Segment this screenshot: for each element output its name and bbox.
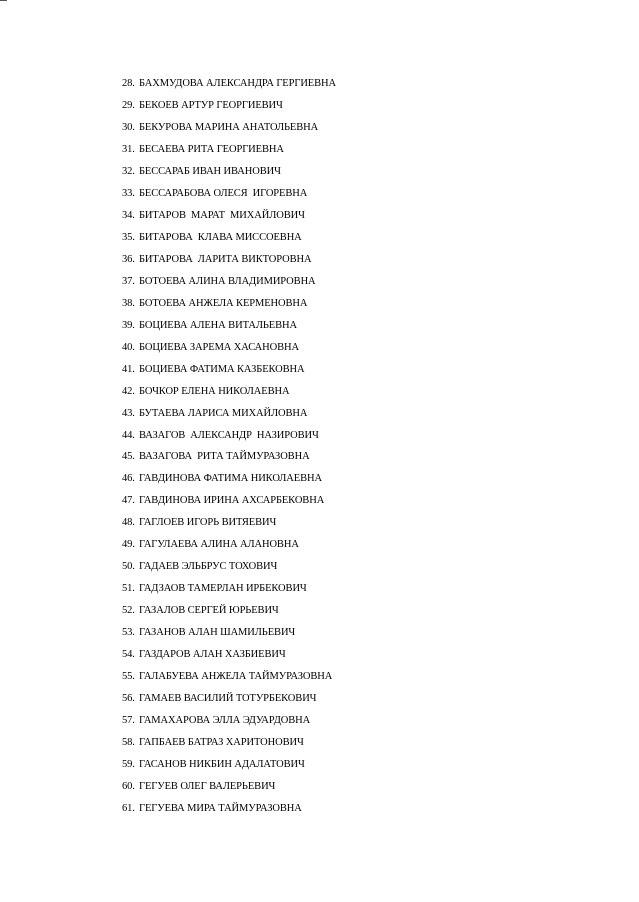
list-item-number: 38. <box>122 297 135 309</box>
list-item-name: ГАГЛОЕВ ИГОРЬ ВИТЯЕВИЧ <box>139 517 277 529</box>
list-item-name: БЕКУРОВА МАРИНА АНАТОЛЬЕВНА <box>139 121 319 133</box>
list-item-name: ГАВДИНОВА ИРИНА АХСАРБЕКОВНА <box>139 495 325 507</box>
list-item-name: ГАСАНОВ НИКБИН АДАЛАТОВИЧ <box>139 759 305 771</box>
list-item-number: 34. <box>122 209 135 221</box>
list-item-name: БЕКОЕВ АРТУР ГЕОРГИЕВИЧ <box>139 99 283 111</box>
scan-corner-mark <box>0 0 7 1</box>
list-item <box>122 98 336 120</box>
list-item <box>122 296 336 318</box>
list-item-number: 39. <box>122 319 135 331</box>
list-item <box>122 274 336 296</box>
list-item-name: ГЕГУЕВ ОЛЕГ ВАЛЕРЬЕВИЧ <box>139 781 276 792</box>
list-item-number: 46. <box>122 473 135 485</box>
list-item <box>122 252 336 274</box>
list-item-name: ГЕГУЕВА МИРА ТАЙМУРАЗОВНА <box>139 802 302 814</box>
list-item-number: 31. <box>122 143 135 155</box>
list-item <box>122 208 336 230</box>
list-item <box>122 647 336 669</box>
list-item <box>122 428 336 450</box>
list-item-name: БОЦИЕВА ФАТИМА КАЗБЕКОВНА <box>139 363 305 375</box>
list-item-name: БИТАРОВ МАРАТ МИХАЙЛОВИЧ <box>139 209 305 221</box>
list-item <box>122 801 336 823</box>
list-item-name: БОТОЕВА АЛИНА ВЛАДИМИРОВНА <box>139 275 316 287</box>
list-item-name: БИТАРОВА ЛАРИТА ВИКТОРОВНА <box>139 253 312 265</box>
list-item <box>122 362 336 384</box>
list-item <box>122 779 336 801</box>
list-item <box>122 76 336 98</box>
list-item-number: 35. <box>122 231 135 243</box>
list-item-number: 37. <box>122 275 135 287</box>
list-item-name: ВАЗАГОВА РИТА ТАЙМУРАЗОВНА <box>139 451 310 463</box>
list-item <box>122 384 336 406</box>
list-item-name: БУТАЕВА ЛАРИСА МИХАЙЛОВНА <box>139 407 308 419</box>
list-item-number: 41. <box>122 363 135 375</box>
list-item <box>122 515 336 537</box>
list-item-number: 43. <box>122 407 135 419</box>
list-item-name: ГАЛАБУЕВА АНЖЕЛА ТАЙМУРАЗОВНА <box>139 671 333 683</box>
list-item <box>122 120 336 142</box>
list-item-number: 40. <box>122 341 135 353</box>
list-item <box>122 559 336 581</box>
list-item-number: 53. <box>122 627 135 639</box>
list-item-number: 56. <box>122 693 135 705</box>
list-item <box>122 142 336 164</box>
list-item-name: ГАВДИНОВА ФАТИМА НИКОЛАЕВНА <box>139 473 322 485</box>
list-item-number: 55. <box>122 671 135 683</box>
list-item-number: 32. <box>122 165 135 177</box>
list-item-name: БОЧКОР ЕЛЕНА НИКОЛАЕВНА <box>139 385 290 397</box>
list-item-name: ГАГУЛАЕВА АЛИНА АЛАНОВНА <box>139 539 299 551</box>
list-item-name: БОЦИЕВА ЗАРЕМА ХАСАНОВНА <box>139 341 299 353</box>
list-item <box>122 603 336 625</box>
list-item-number: 58. <box>122 737 135 749</box>
name-list <box>122 76 336 823</box>
list-item <box>122 493 336 515</box>
list-item-number: 60. <box>122 781 135 792</box>
list-item <box>122 164 336 186</box>
list-item <box>122 625 336 647</box>
list-item-number: 48. <box>122 517 135 529</box>
list-item <box>122 713 336 735</box>
list-item-name: ГАЗДАРОВ АЛАН ХАЗБИЕВИЧ <box>139 649 286 661</box>
list-item-name: ГАМАЕВ ВАСИЛИЙ ТОТУРБЕКОВИЧ <box>139 693 317 705</box>
list-item-number: 54. <box>122 649 135 661</box>
list-item-name: БАХМУДОВА АЛЕКСАНДРА ГЕРГИЕВНА <box>139 78 336 89</box>
list-item <box>122 230 336 252</box>
list-item-name: ГАМАХАРОВА ЭЛЛА ЭДУАРДОВНА <box>139 715 311 727</box>
list-item-number: 44. <box>122 429 135 441</box>
list-item-name: БЕССАРАБ ИВАН ИВАНОВИЧ <box>139 165 281 177</box>
list-item <box>122 340 336 362</box>
list-item-name: ГАЗАНОВ АЛАН ШАМИЛЬЕВИЧ <box>139 627 296 639</box>
list-item-number: 51. <box>122 583 135 595</box>
list-item-number: 49. <box>122 539 135 551</box>
list-item <box>122 691 336 713</box>
list-item-name: БЕСАЕВА РИТА ГЕОРГИЕВНА <box>139 143 284 155</box>
list-item-number: 61. <box>122 802 135 814</box>
list-item-name: БИТАРОВА КЛАВА МИССОЕВНА <box>139 231 302 243</box>
list-item-number: 45. <box>122 451 135 463</box>
list-item <box>122 318 336 340</box>
list-item-name: ГАДЗАОВ ТАМЕРЛАН ИРБЕКОВИЧ <box>139 583 307 595</box>
list-item-name: ВАЗАГОВ АЛЕКСАНДР НАЗИРОВИЧ <box>139 429 319 441</box>
list-item-name: БЕССАРАБОВА ОЛЕСЯ ИГОРЕВНА <box>139 187 308 199</box>
list-item-number: 29. <box>122 99 135 111</box>
list-item-number: 50. <box>122 561 135 573</box>
list-item-number: 42. <box>122 385 135 397</box>
list-item <box>122 449 336 471</box>
list-item-name: ГАЗАЛОВ СЕРГЕЙ ЮРЬЕВИЧ <box>139 605 279 617</box>
list-item-name: ГАПБАЕВ БАТРАЗ ХАРИТОНОВИЧ <box>139 737 304 749</box>
list-item-name: БОЦИЕВА АЛЕНА ВИТАЛЬЕВНА <box>139 319 297 331</box>
list-item <box>122 186 336 208</box>
list-item-name: ГАДАЕВ ЭЛЬБРУС ТОХОВИЧ <box>139 561 278 573</box>
list-item <box>122 471 336 493</box>
list-item-number: 30. <box>122 121 135 133</box>
list-item-number: 36. <box>122 253 135 265</box>
list-item <box>122 537 336 559</box>
list-item-number: 57. <box>122 715 135 727</box>
list-item-number: 47. <box>122 495 135 507</box>
list-item <box>122 735 336 757</box>
list-item-number: 59. <box>122 759 135 771</box>
list-item-number: 28. <box>122 78 135 89</box>
list-item-number: 52. <box>122 605 135 617</box>
list-item-name: БОТОЕВА АНЖЕЛА КЕРМЕНОВНА <box>139 297 308 309</box>
list-item <box>122 669 336 691</box>
list-item <box>122 757 336 779</box>
list-item-number: 33. <box>122 187 135 199</box>
list-item <box>122 581 336 603</box>
list-item <box>122 406 336 428</box>
